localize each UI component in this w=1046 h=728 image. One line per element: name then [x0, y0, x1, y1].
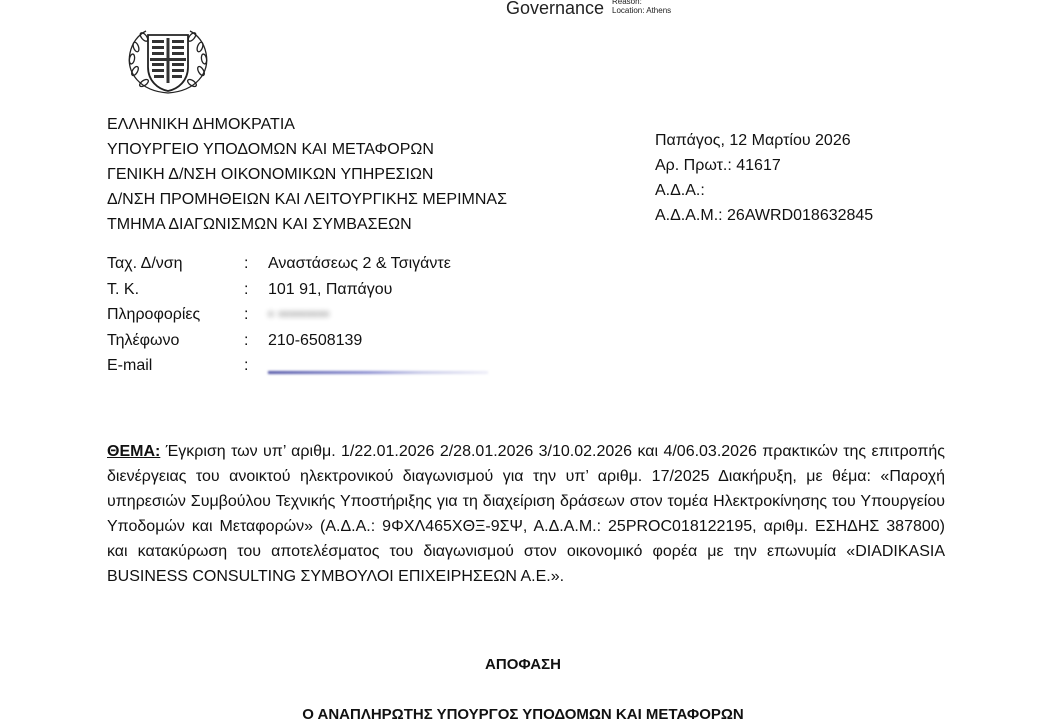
address-value: Αναστάσεως 2 & Τσιγάντε — [268, 255, 451, 272]
contact-row-email — [107, 357, 488, 383]
header-ministry: ΥΠΟΥΡΓΕΙΟ ΥΠΟΔΟΜΩΝ ΚΑΙ ΜΕΤΑΦΟΡΩΝ — [107, 141, 434, 158]
contact-row-address — [107, 255, 488, 281]
email-value-redacted — [268, 371, 488, 374]
contact-details — [107, 255, 488, 383]
phone-value: 210-6508139 — [268, 331, 363, 349]
place-date: Παπάγος, 12 Μαρτίου 2026 — [655, 132, 851, 149]
decision-heading: ΑΠΟΦΑΣΗ — [485, 656, 561, 673]
phone-label: Τηλέφωνο — [107, 331, 180, 349]
email-label: E-mail — [107, 357, 153, 375]
separator: : — [244, 331, 249, 349]
signature-location: Location: Athens — [612, 6, 672, 15]
separator: : — [244, 255, 249, 272]
info-label: Πληροφορίες — [107, 306, 201, 324]
ministry-header — [107, 112, 507, 237]
header-directorate: Δ/ΝΣΗ ΠΡΟΜΗΘΕΙΩΝ ΚΑΙ ΛΕΙΤΟΥΡΓΙΚΗΣ ΜΕΡΙΜΝΑΣ — [107, 191, 507, 208]
greek-coat-of-arms-icon — [122, 27, 214, 102]
info-value-redacted: ▪ ▪▪▪▪▪▪▪▪▪ — [268, 306, 330, 324]
subject-label: ΘΕΜΑ: — [107, 443, 161, 460]
contact-row-phone — [107, 332, 488, 358]
header-general-directorate: ΓΕΝΙΚΗ Δ/ΝΣΗ ΟΙΚΟΝΟΜΙΚΩΝ ΥΠΗΡΕΣΙΩΝ — [107, 166, 434, 183]
separator: : — [244, 306, 249, 324]
signature-reason: Reason: — [612, 0, 642, 6]
adam-field: Α.Δ.Α.Μ.: 26AWRD018632845 — [655, 207, 874, 224]
protocol-number: Αρ. Πρωτ.: 41617 — [655, 157, 781, 174]
contact-row-info — [107, 306, 488, 332]
signature-governance-text: Governance — [506, 0, 605, 18]
document-info — [655, 128, 873, 228]
subject-text: Έγκριση των υπ’ αριθμ. 1/22.01.2026 2/28.01.2026 3/10.02.2026 και 4/06.03.2026 πρακτικών της επιτροπής διενέργειας του ανοικτού ηλεκτρονικού διαγωνισμού για την υπ’ αριθμ. 17/2025 Διακήρυξη, με θέμα: «Παροχή υπηρεσιών Συμβούλου Τεχνικής Υποστήριξης για τη διαχείριση δράσεων στον τομέα Ηλεκτροκίνησης του Υπουργείου Υποδομών και Μεταφορών» (Α.Δ.Α.: 9ΦΧΛ465ΧΘΞ-9ΣΨ, Α.Δ.Α.Μ.: 25PROC018122195, αριθμ. ΕΣΗΔΗΣ 387800) και κατακύρωση του αποτελέσματος του διαγωνισμού στον οικονομικό φορέα με την επωνυμία «DIADIKASIA BUSINESS CONSULTING ΣΥΜΒΟΥΛΟΙ ΕΠΙΧΕΙΡΗΣΕΩΝ Α.Ε.». — [107, 443, 945, 585]
postal-value: 101 91, Παπάγου — [268, 280, 393, 298]
ada-field: Α.Δ.Α.: — [655, 182, 705, 199]
minister-heading: Ο ΑΝΑΠΛΗΡΩΤΗΣ ΥΠΟΥΡΓΟΣ ΥΠΟΔΟΜΩΝ ΚΑΙ ΜΕΤΑΦΟΡΩΝ — [302, 706, 744, 723]
signature-meta — [612, 0, 671, 15]
header-department: ΤΜΗΜΑ ΔΙΑΓΩΝΙΣΜΩΝ ΚΑΙ ΣΥΜΒΑΣΕΩΝ — [107, 216, 412, 233]
address-label: Ταχ. Δ/νση — [107, 255, 183, 272]
subject-paragraph — [107, 439, 945, 589]
separator: : — [244, 357, 249, 375]
contact-row-postal — [107, 281, 488, 307]
postal-label: Τ. Κ. — [107, 280, 140, 298]
header-country: ΕΛΛΗΝΙΚΗ ΔΗΜΟΚΡΑΤΙΑ — [107, 116, 295, 133]
separator: : — [244, 280, 249, 298]
